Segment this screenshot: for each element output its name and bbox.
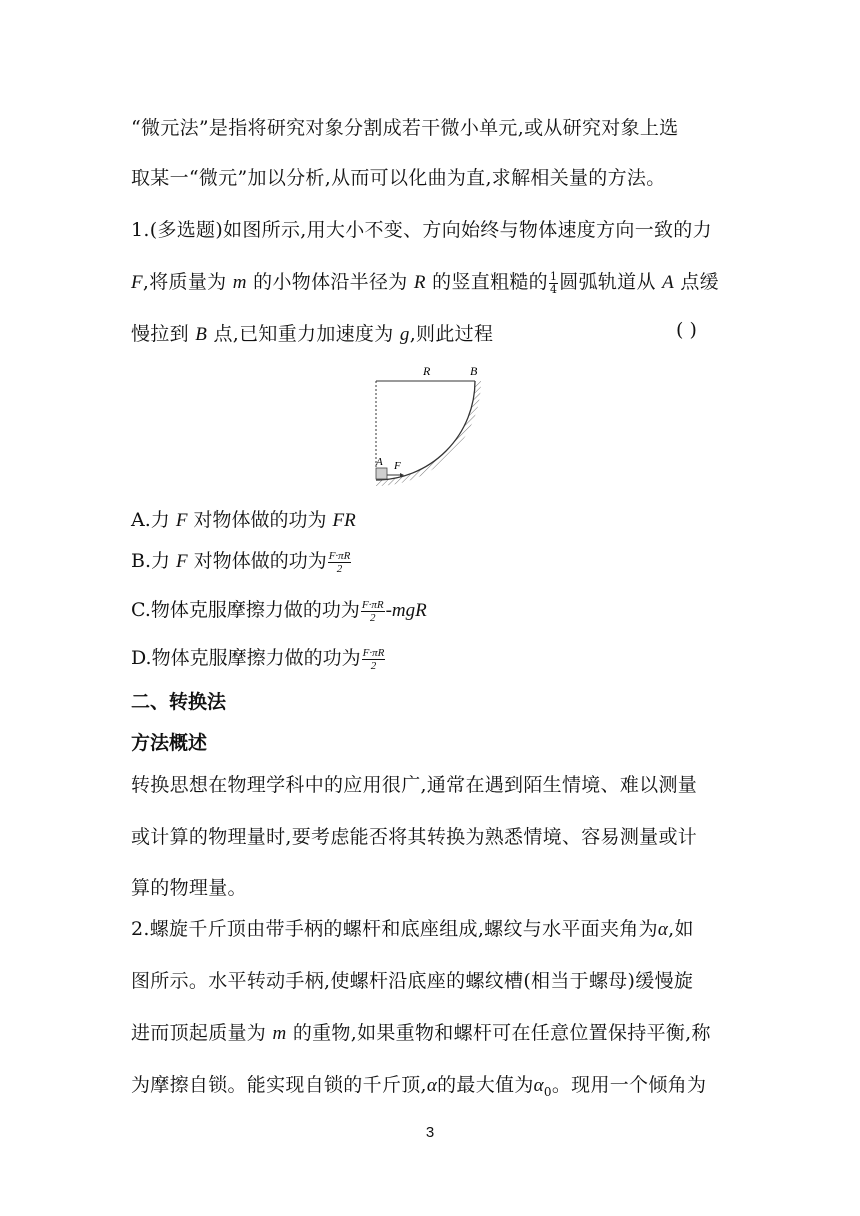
section2-line-2: 或计算的物理量时,要考虑能否将其转换为熟悉情境、容易测量或计 <box>131 826 698 848</box>
page-number: 3 <box>425 1124 435 1141</box>
section2-line-1: 转换思想在物理学科中的应用很广,通常在遇到陌生情境、难以测量 <box>131 774 698 796</box>
small-block <box>376 468 387 479</box>
label-F: F <box>394 460 401 472</box>
label-R: R <box>423 364 431 378</box>
q1-line-3-text-b: 点,已知重力加速度为 <box>207 323 400 345</box>
var-B: B <box>195 324 208 345</box>
label-B: B <box>470 364 478 378</box>
var-alpha: α <box>657 919 669 940</box>
section2-line-3: 算的物理量。 <box>131 877 247 899</box>
q1-line-3-text-a: 慢拉到 <box>131 323 196 345</box>
option-b: B.力 F 对物体做的功为 $\frac{F\cdot\pi R}{2}$ <box>131 549 351 575</box>
arc-track <box>376 381 475 480</box>
q1-line-2 <box>131 267 719 296</box>
section-subheading: 方法概述 <box>131 732 208 754</box>
q1-line-2-text-b: 的小物体沿半径为 <box>246 271 414 293</box>
var-F: F <box>131 272 143 293</box>
fraction-c: $\frac{F\cdot\pi R}{2}$ <box>361 598 384 624</box>
q1-line-1: 1.(多选题)如图所示,用大小不变、方向始终与物体速度方向一致的力 <box>131 219 712 241</box>
var-R: R <box>413 272 426 293</box>
q1-line-2-text-d: 圆弧轨道从 <box>559 271 663 293</box>
q1-line-3 <box>131 319 493 346</box>
fraction-d: $\frac{F\cdot\pi R}{2}$ <box>362 646 385 672</box>
option-a: A.力 F 对物体做的功为 FR <box>131 509 356 531</box>
intro-line-2: 取某一“微元”加以分析,从而可以化曲为直,求解相关量的方法。 <box>131 167 666 189</box>
q2-line-4: 为摩擦自锁。能实现自锁的千斤顶,α的最大值为$\alpha_0$。现用一个倾角为 <box>131 1074 707 1099</box>
var-g: g <box>399 324 410 345</box>
q1-line-3-text-c: ,则此过程 <box>409 323 494 345</box>
var-alpha0: α <box>533 1075 544 1096</box>
intro-line-1: “微元法”是指将研究对象分割成若干微小单元,或从研究对象上选 <box>131 117 679 139</box>
var-alpha-2: α <box>426 1075 438 1096</box>
q2-line-1: 2.螺旋千斤顶由带手柄的螺杆和底座组成,螺纹与水平面夹角为α,如 <box>131 918 694 940</box>
section-heading: 二、转换法 <box>131 691 227 713</box>
q1-line-2-text-e: 点缓 <box>674 271 719 293</box>
var-m-2: m <box>272 1023 287 1044</box>
q2-line-2: 图所示。水平转动手柄,使螺杆沿底座的螺纹槽(相当于螺母)缓慢旋 <box>131 970 694 992</box>
var-m: m <box>232 272 247 293</box>
subscript-zero: 0 <box>543 1084 552 1099</box>
quarter-arc-figure <box>366 360 496 490</box>
option-d: D.物体克服摩擦力做的功为 $\frac{F\cdot\pi R}{2}$ <box>131 646 385 672</box>
fraction-b: $\frac{F\cdot\pi R}{2}$ <box>328 549 351 575</box>
q2-line-3: 进而顶起质量为 m 的重物,如果重物和螺杆可在任意位置保持平衡,称 <box>131 1022 711 1044</box>
var-A: A <box>662 272 675 293</box>
option-c: C.物体克服摩擦力做的功为 $\frac{F\cdot\pi R}{2}$ -mgR <box>131 598 427 624</box>
label-A: A <box>376 456 383 468</box>
q1-line-2-text-c: 的竖直粗糙的 <box>425 271 548 293</box>
q1-line-2-text-a: ,将质量为 <box>142 271 233 293</box>
track-hatching <box>376 381 481 486</box>
answer-parentheses: ( ) <box>676 319 697 341</box>
fraction-quarter: $\frac{1}{4}$ <box>549 269 558 296</box>
